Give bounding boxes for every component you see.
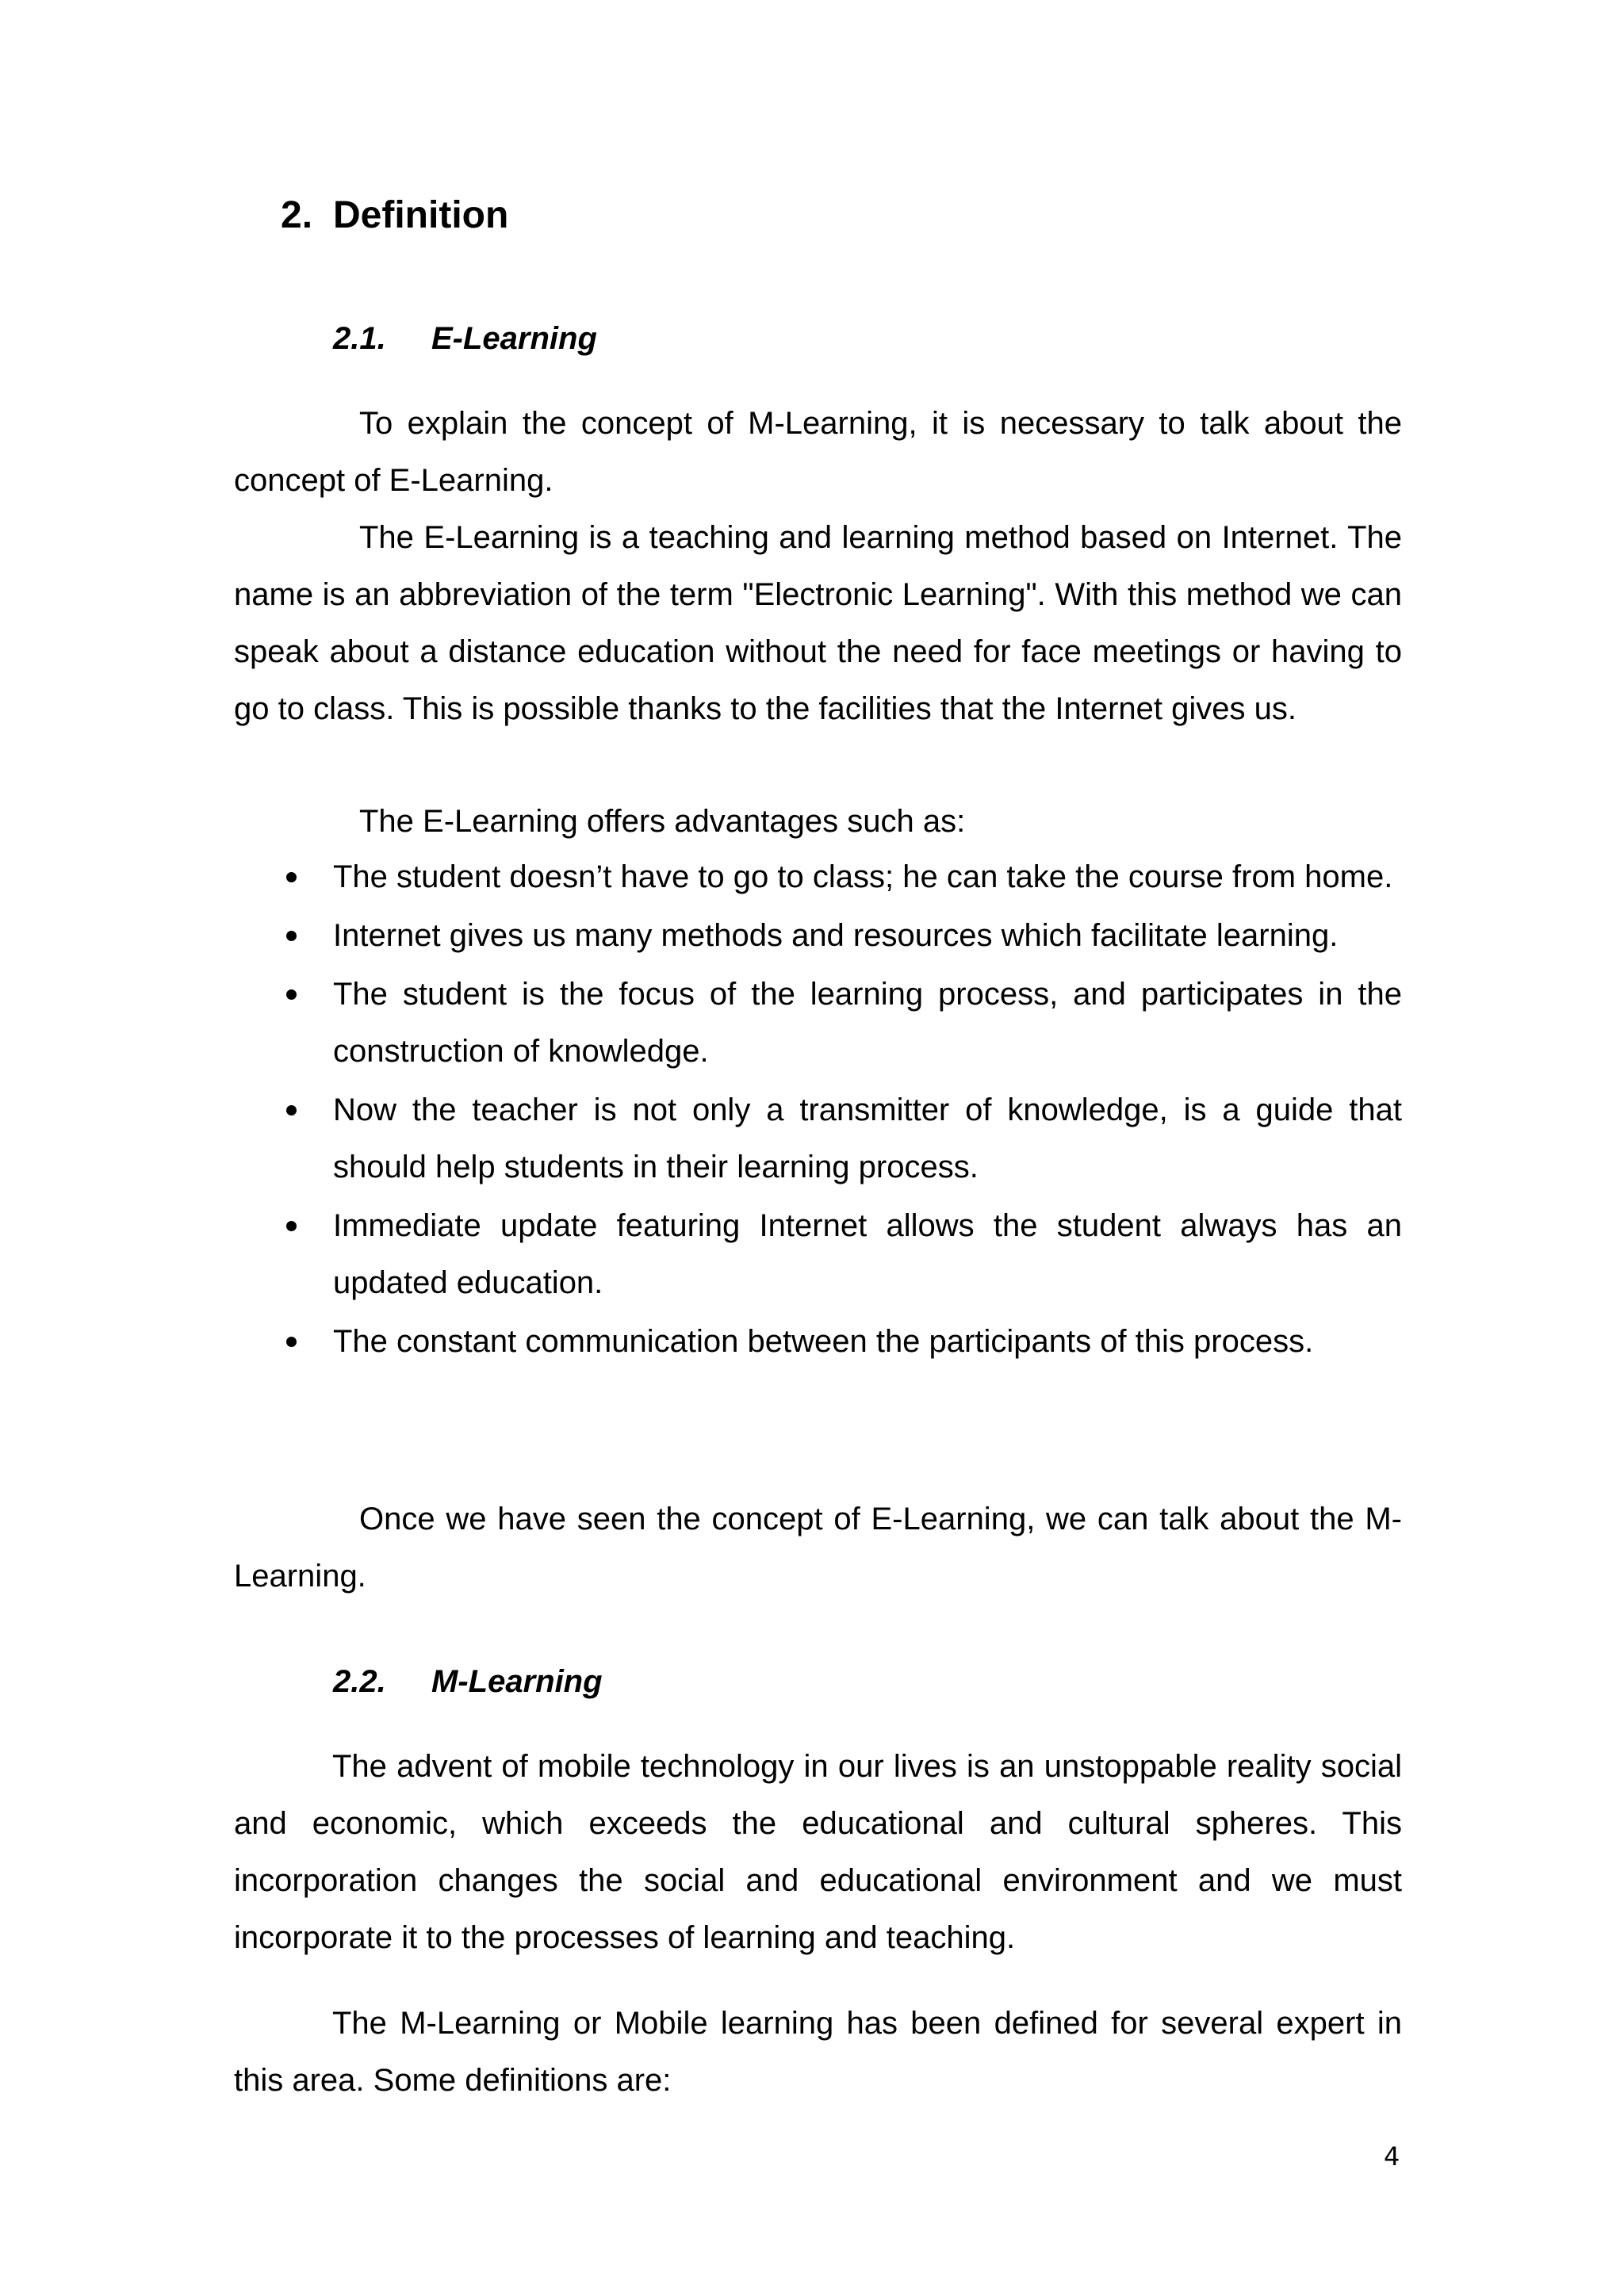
paragraph-elearning-intro: To explain the concept of M-Learning, it is necessary to talk about the concept of E-Learning. (234, 406, 1402, 498)
list-item (234, 1313, 1402, 1370)
paragraph-advantages-intro: The E-Learning offers advantages such as: (359, 804, 966, 839)
bullet-icon (286, 1221, 297, 1231)
section-title: Definition (333, 194, 509, 236)
subsection-heading-mlearning (333, 1662, 603, 1701)
list-item (234, 1197, 1402, 1311)
bullet-icon (286, 872, 297, 882)
list-item (234, 966, 1402, 1080)
section-number: 2. (281, 194, 313, 236)
subsection-title: M-Learning (431, 1664, 603, 1699)
paragraph-mlearning-definitions-intro: The M-Learning or Mobile learning has been defined for several expert in this area. Some definitions are: (234, 2006, 1402, 2098)
paragraph-elearning-definition: The E-Learning is a teaching and learning method based on Internet. The name is an abbreviation of the term "Electronic Learning". With this method we can speak about a distance education without the need for face meetings or having to go to class. This is possible thanks to the facilities that the Internet gives us. (234, 520, 1402, 726)
list-item (234, 848, 1402, 905)
list-item-text: The student is the focus of the learning process, and participates in the construction of knowledge. (333, 977, 1402, 1069)
list-item-text: Immediate update featuring Internet allows the student always has an updated education. (333, 1208, 1402, 1300)
paragraph-mlearning-intro: The advent of mobile technology in our lives is an unstoppable reality social and economic, which exceeds the educational and cultural spheres. This incorporation changes the social and educational environment and we must incorporate it to the processes of learning and teaching. (234, 1749, 1402, 1955)
subsection-number: 2.2. (333, 1664, 386, 1699)
subsection-title: E-Learning (431, 321, 597, 356)
list-item-text: The student doesn’t have to go to class; he can take the course from home. (333, 859, 1393, 894)
paragraph-elearning-closing: Once we have seen the concept of E-Learning, we can talk about the M-Learning. (234, 1502, 1402, 1594)
bullet-icon (286, 931, 297, 941)
list-item-text: Internet gives us many methods and resources which facilitate learning. (333, 918, 1339, 953)
bullet-icon (286, 1337, 297, 1347)
bullet-icon (286, 989, 297, 1000)
list-item (234, 907, 1402, 964)
section-heading (281, 192, 508, 239)
list-item (234, 1081, 1402, 1196)
list-item-text: Now the teacher is not only a transmitter of knowledge, is a guide that should help students in their learning process. (333, 1093, 1402, 1184)
list-item-text: The constant communication between the participants of this process. (333, 1324, 1314, 1359)
subsection-heading-elearning (333, 319, 597, 358)
page-number: 4 (1384, 2141, 1400, 2172)
bullet-icon (286, 1105, 297, 1115)
advantages-list (234, 848, 1402, 1372)
subsection-number: 2.1. (333, 321, 386, 356)
